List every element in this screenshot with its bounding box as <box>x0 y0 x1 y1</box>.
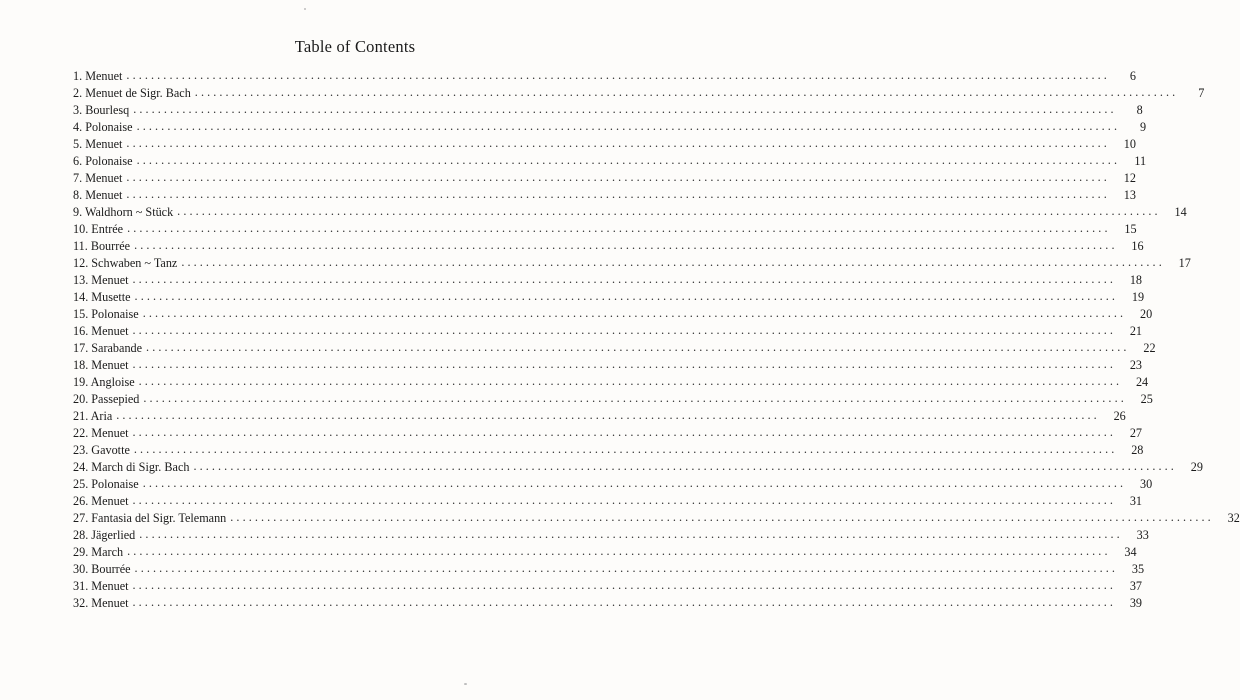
dot-leader: ................................................................................................................................................................ <box>132 323 1117 338</box>
dot-leader: ................................................................................................................................................................ <box>127 221 1111 236</box>
toc-entry-title: 22. Menuet <box>73 426 129 441</box>
toc-entry-title: 17. Sarabande <box>73 341 143 356</box>
dot-leader: ................................................................................................................................................................ <box>126 170 1110 185</box>
toc-entry-page-number: 7 <box>1198 86 1205 101</box>
toc-entry <box>73 306 1153 323</box>
toc-entry-title: 16. Menuet <box>73 324 129 339</box>
toc-entry <box>73 357 1143 374</box>
toc-entry-page-number: 28 <box>1131 443 1144 458</box>
dot-leader: ................................................................................................................................................................ <box>127 544 1111 559</box>
toc-list <box>73 68 1240 613</box>
toc-entry-title: 19. Angloise <box>73 375 135 390</box>
toc-entry-title: 32. Menuet <box>73 596 129 611</box>
toc-entry-title: 26. Menuet <box>73 494 129 509</box>
toc-entry <box>73 68 1136 85</box>
toc-entry <box>73 442 1144 459</box>
toc-entry <box>73 391 1153 408</box>
toc-entry <box>73 340 1156 357</box>
toc-entry-title: 5. Menuet <box>73 137 123 152</box>
toc-entry <box>73 527 1149 544</box>
dot-leader: ................................................................................................................................................................ <box>116 408 1100 423</box>
toc-entry-page-number: 17 <box>1178 256 1191 271</box>
dot-leader: ................................................................................................................................................................ <box>134 561 1119 576</box>
toc-entry-page-number: 33 <box>1136 528 1149 543</box>
toc-entry-title: 21. Aria <box>73 409 113 424</box>
dot-leader: ................................................................................................................................................................ <box>132 357 1117 372</box>
dot-leader: ................................................................................................................................................................ <box>230 510 1214 525</box>
dot-leader: ................................................................................................................................................................ <box>194 85 1179 100</box>
dot-leader: ................................................................................................................................................................ <box>132 493 1117 508</box>
dot-leader: ................................................................................................................................................................ <box>133 442 1118 457</box>
toc-entry <box>73 221 1137 238</box>
toc-entry <box>73 272 1143 289</box>
toc-entry-title: 13. Menuet <box>73 273 129 288</box>
toc-entry <box>73 408 1126 425</box>
toc-entry-page-number: 9 <box>1140 120 1147 135</box>
dot-leader: ................................................................................................................................................................ <box>133 102 1117 117</box>
toc-entry <box>73 510 1240 527</box>
toc-entry-page-number: 18 <box>1129 273 1143 288</box>
toc-entry-title: 25. Polonaise <box>73 477 139 492</box>
toc-entry <box>73 136 1136 153</box>
toc-entry-title: 6. Polonaise <box>73 154 133 169</box>
toc-entry-page-number: 11 <box>1134 154 1147 169</box>
toc-entry-title: 15. Polonaise <box>73 307 139 322</box>
toc-entry-page-number: 14 <box>1174 205 1187 220</box>
toc-entry-title: 24. March di Sigr. Bach <box>73 460 190 475</box>
dot-leader: ................................................................................................................................................................ <box>136 119 1121 134</box>
dot-leader: ................................................................................................................................................................ <box>177 204 1161 219</box>
toc-entry-page-number: 22 <box>1143 341 1156 356</box>
toc-entry-page-number: 35 <box>1131 562 1145 577</box>
toc-entry-title: 10. Entrée <box>73 222 124 237</box>
toc-entry-page-number: 25 <box>1140 392 1153 407</box>
toc-entry-title: 28. Jägerlied <box>73 528 136 543</box>
dot-leader: ................................................................................................................................................................ <box>143 391 1127 406</box>
toc-entry <box>73 204 1187 221</box>
toc-entry-title: 30. Bourrée <box>73 562 131 577</box>
toc-entry-title: 27. Fantasia del Sigr. Telemann <box>73 511 227 526</box>
dot-leader: ................................................................................................................................................................ <box>142 476 1127 491</box>
toc-entry-page-number: 37 <box>1129 579 1143 594</box>
toc-entry <box>73 85 1205 102</box>
toc-entry <box>73 238 1144 255</box>
toc-entry-title: 9. Waldhorn ~ Stück <box>73 205 174 220</box>
toc-entry-title: 29. March <box>73 545 124 560</box>
toc-entry <box>73 544 1137 561</box>
toc-entry <box>73 102 1143 119</box>
toc-entry <box>73 578 1143 595</box>
toc-entry-page-number: 12 <box>1123 171 1136 186</box>
dot-leader: ................................................................................................................................................................ <box>193 459 1177 474</box>
toc-entry-page-number: 30 <box>1140 477 1153 492</box>
dot-leader: ................................................................................................................................................................ <box>181 255 1165 270</box>
toc-entry <box>73 493 1143 510</box>
paper-speck <box>464 683 467 685</box>
toc-entry-page-number: 39 <box>1129 596 1143 611</box>
toc-entry-page-number: 23 <box>1129 358 1143 373</box>
dot-leader: ................................................................................................................................................................ <box>132 595 1117 610</box>
toc-entry-title: 8. Menuet <box>73 188 123 203</box>
toc-entry <box>73 119 1147 136</box>
toc-entry-title: 11. Bourrée <box>73 239 131 254</box>
paper-speck <box>304 8 306 10</box>
toc-entry <box>73 255 1191 272</box>
toc-entry-title: 1. Menuet <box>73 69 123 83</box>
toc-entry-title: 2. Menuet de Sigr. Bach <box>73 86 191 101</box>
toc-entry <box>73 289 1145 306</box>
dot-leader: ................................................................................................................................................................ <box>126 68 1110 82</box>
toc-entry-title: 23. Gavotte <box>73 443 130 458</box>
toc-entry-page-number: 27 <box>1129 426 1143 441</box>
toc-entry-page-number: 34 <box>1124 545 1137 560</box>
toc-entry-title: 20. Passepied <box>73 392 140 407</box>
toc-entry-title: 18. Menuet <box>73 358 129 373</box>
dot-leader: ................................................................................................................................................................ <box>134 238 1118 253</box>
toc-entry <box>73 476 1153 493</box>
dot-leader: ................................................................................................................................................................ <box>132 425 1117 440</box>
dot-leader: ................................................................................................................................................................ <box>139 527 1123 542</box>
dot-leader: ................................................................................................................................................................ <box>138 374 1123 389</box>
toc-entry-page-number: 21 <box>1129 324 1143 339</box>
toc-entry <box>73 425 1143 442</box>
dot-leader: ................................................................................................................................................................ <box>136 153 1121 168</box>
toc-entry-page-number: 10 <box>1123 137 1136 152</box>
dot-leader: ................................................................................................................................................................ <box>126 136 1110 151</box>
dot-leader: ................................................................................................................................................................ <box>142 306 1127 321</box>
toc-entry-page-number: 6 <box>1129 69 1136 83</box>
toc-entry-title: 31. Menuet <box>73 579 129 594</box>
toc-entry-title: 3. Bourlesq <box>73 103 130 118</box>
toc-entry <box>73 170 1136 187</box>
dot-leader: ................................................................................................................................................................ <box>132 578 1117 593</box>
toc-entry-title: 4. Polonaise <box>73 120 133 135</box>
toc-entry-page-number: 26 <box>1113 409 1126 424</box>
toc-entry-page-number: 13 <box>1123 188 1136 203</box>
dot-leader: ................................................................................................................................................................ <box>132 272 1117 287</box>
toc-entry-title: 7. Menuet <box>73 171 123 186</box>
toc-entry-page-number: 19 <box>1131 290 1145 305</box>
toc-entry <box>73 561 1145 578</box>
toc-entry <box>73 187 1136 204</box>
toc-entry-page-number: 24 <box>1135 375 1149 390</box>
dot-leader: ................................................................................................................................................................ <box>146 340 1130 355</box>
toc-entry-page-number: 31 <box>1129 494 1143 509</box>
toc-entry <box>73 153 1147 170</box>
toc-entry-title: 14. Musette <box>73 290 131 305</box>
toc-entry <box>73 459 1203 476</box>
toc-entry-page-number: 32 <box>1227 511 1240 526</box>
toc-entry-page-number: 8 <box>1136 103 1143 118</box>
toc-entry-page-number: 15 <box>1124 222 1137 237</box>
dot-leader: ................................................................................................................................................................ <box>126 187 1110 202</box>
toc-entry-page-number: 16 <box>1131 239 1144 254</box>
toc-entry <box>73 595 1143 612</box>
toc-entry-page-number: 20 <box>1140 307 1153 322</box>
toc-entry-title: 12. Schwaben ~ Tanz <box>73 256 178 271</box>
page-title: Table of Contents <box>294 37 416 56</box>
toc-entry-page-number: 29 <box>1190 460 1203 475</box>
dot-leader: ................................................................................................................................................................ <box>134 289 1119 304</box>
toc-entry <box>73 374 1149 391</box>
toc-entry <box>73 323 1143 340</box>
